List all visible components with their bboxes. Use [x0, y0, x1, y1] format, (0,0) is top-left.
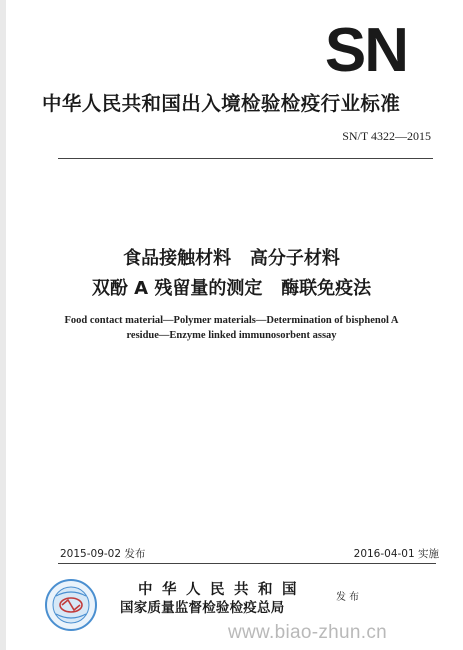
sn-logo-icon — [318, 22, 414, 74]
issuer-country: 中华人民共和国 — [138, 581, 306, 598]
standard-number: SN/T 4322—2015 — [342, 129, 431, 143]
website-watermark: www.biao-zhun.cn — [228, 622, 387, 643]
chinese-title-line-2: 双酚 A 残留量的测定 酶联免疫法 — [91, 278, 372, 299]
sn-logo-text: SN — [324, 22, 408, 74]
english-title-line-1: Food contact material—Polymer materials—Determination of bisphenol A — [64, 315, 399, 326]
issue-date: 2015-09-02 发布 — [60, 548, 146, 560]
chinese-title-line-1: 食品接触材料 高分子材料 — [123, 248, 340, 269]
issuing-body-header: 中华人民共和国出入境检验检疫行业标准 — [42, 92, 401, 115]
implementation-date: 2016-04-01 实施 — [353, 548, 439, 560]
issuer-agency: 国家质量监督检验检疫总局 — [120, 600, 285, 616]
footer-divider — [58, 563, 436, 564]
english-title-line-2: residue—Enzyme linked immunosorbent assay — [126, 330, 337, 341]
issue-label: 发布 — [336, 592, 362, 603]
aqsiq-seal-icon — [44, 578, 98, 632]
header-divider — [58, 158, 433, 159]
